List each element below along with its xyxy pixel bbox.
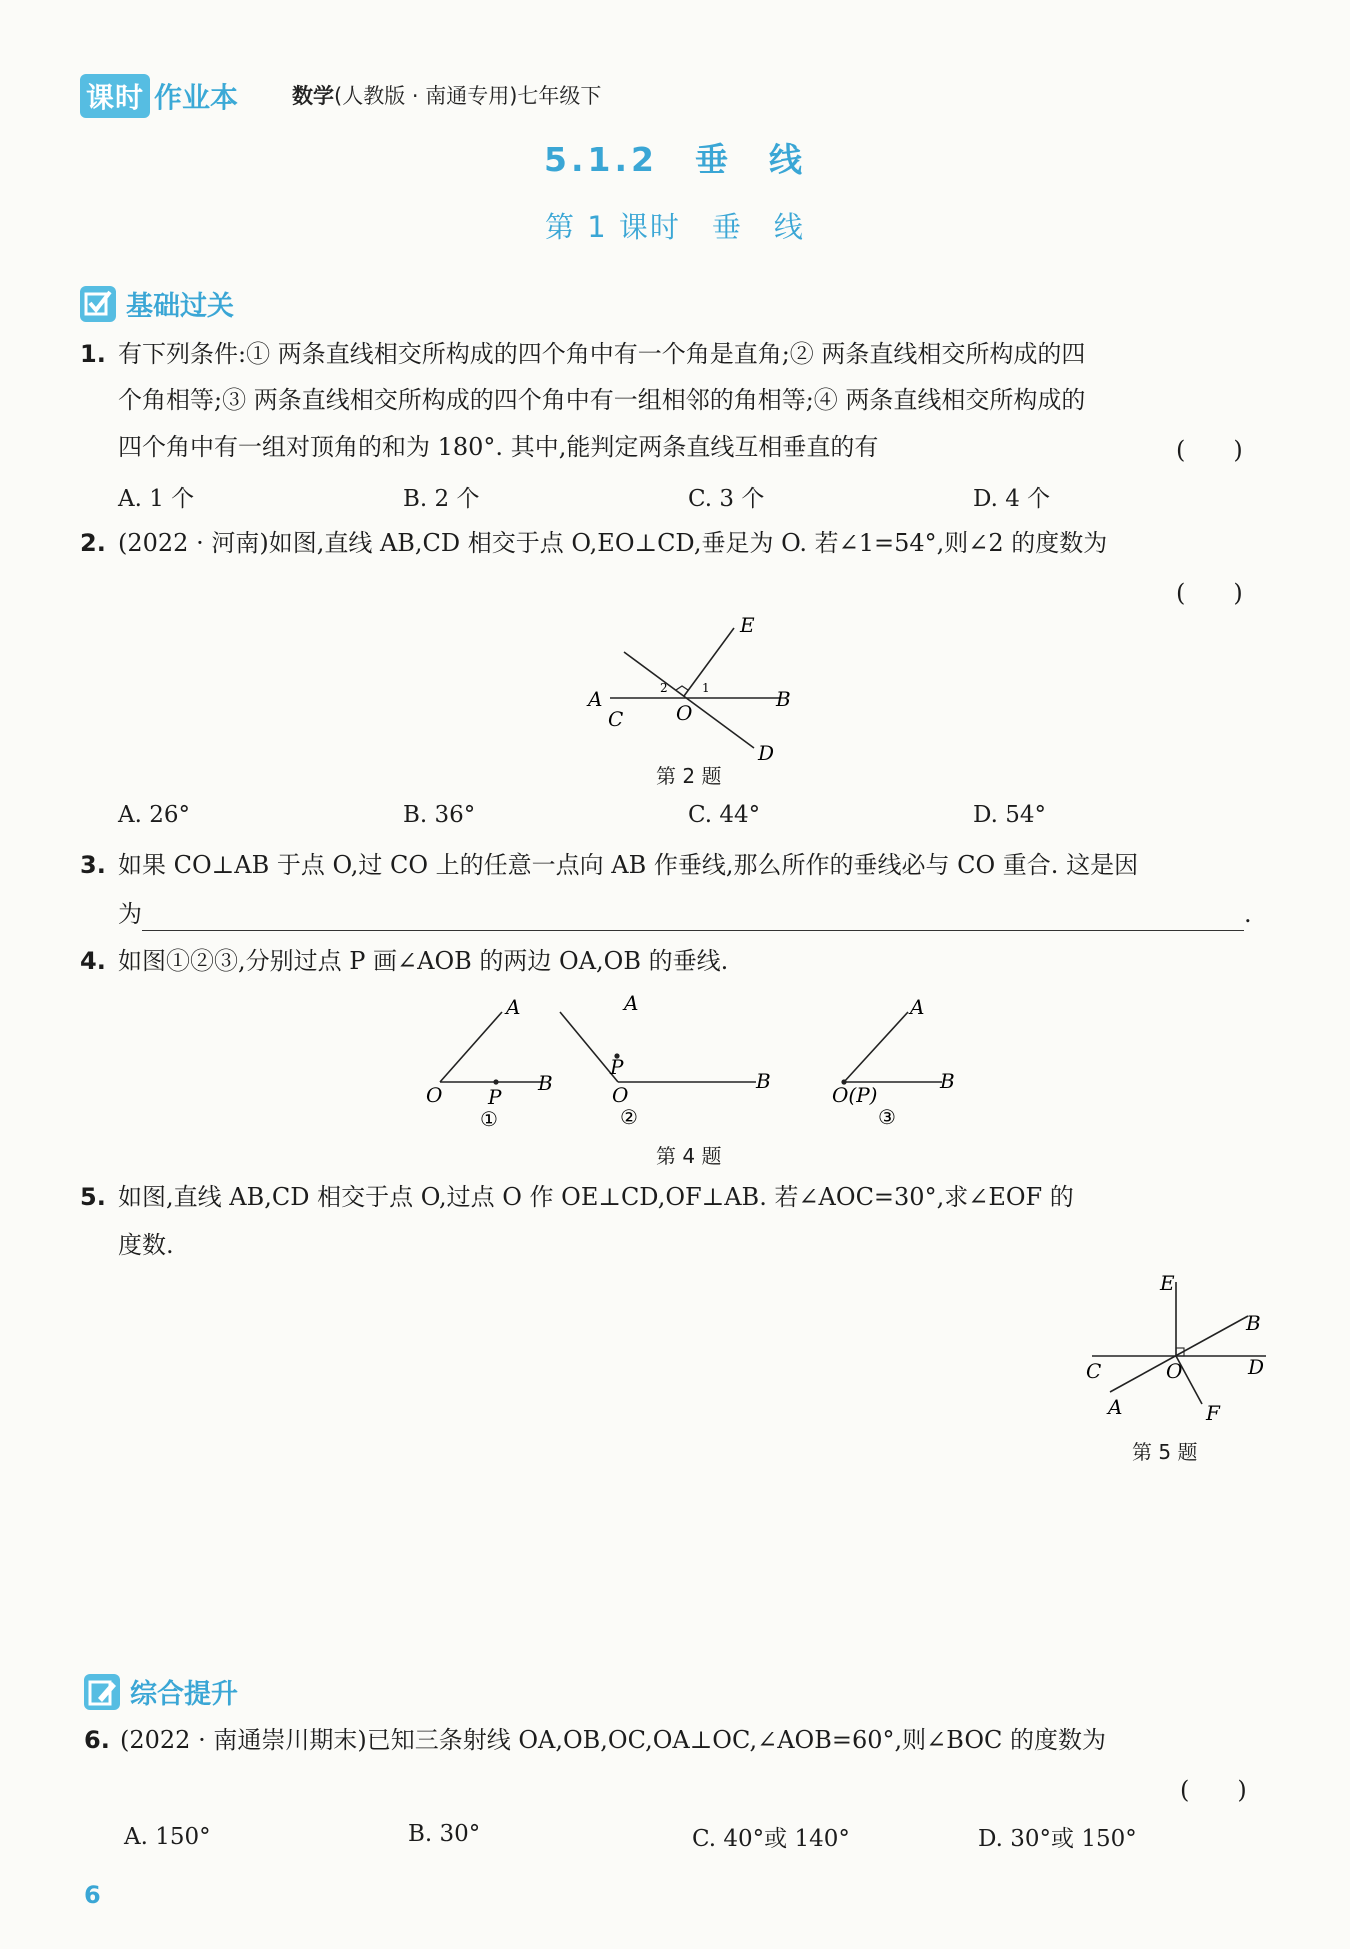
q1-line-2: 个角相等;③ 两条直线相交所构成的四个角中有一组相邻的角相等;④ 两条直线相交所构成的	[118, 386, 1086, 414]
label-f: F	[1206, 1401, 1220, 1425]
brand-text: 作业本	[154, 81, 239, 114]
q5-number: 5.	[80, 1183, 106, 1211]
q5-figure	[1080, 1268, 1280, 1428]
q6-option-a: A. 150°	[124, 1824, 211, 1850]
fig3-mark: ③	[878, 1105, 896, 1129]
q2-text: (2022 · 河南)如图,直线 AB,CD 相交于点 O,EO⊥CD,垂足为 O. 若∠1=54°,则∠2 的度数为	[118, 529, 1108, 557]
q2-option-a: A. 26°	[118, 802, 190, 828]
q5-caption: 第 5 题	[1132, 1440, 1198, 1464]
q1-option-a: A. 1 个	[118, 486, 195, 512]
q2-option-c: C. 44°	[688, 802, 761, 828]
label-e: E	[740, 613, 755, 637]
right-angle-mark	[676, 686, 688, 690]
q2-figure	[580, 610, 800, 770]
q1-option-b: B. 2 个	[403, 486, 480, 512]
fig2-label-b: B	[756, 1069, 771, 1093]
q4-number: 4.	[80, 947, 106, 975]
q4-caption: 第 4 题	[656, 1144, 722, 1168]
line-cd	[624, 652, 754, 748]
section-advanced	[84, 1672, 238, 1711]
label-o: O	[676, 701, 693, 725]
q2-answer-paren: ( )	[1176, 579, 1243, 607]
q1-line-3: 四个角中有一组对顶角的和为 180°. 其中,能判定两条直线互相垂直的有	[118, 433, 879, 461]
label-b: B	[1246, 1311, 1261, 1335]
q2-option-d: D. 54°	[973, 802, 1047, 828]
fig1-mark: ①	[480, 1107, 498, 1131]
page-title: 5.1.2 垂 线	[544, 140, 806, 179]
page-number: 6	[84, 1881, 101, 1909]
header-brand	[80, 76, 238, 116]
q6-option-d: D. 30°或 150°	[978, 1826, 1137, 1852]
label-o: O	[1166, 1359, 1183, 1383]
q3-line-1: 如果 CO⊥AB 于点 O,过 CO 上的任意一点向 AB 作垂线,那么所作的垂线必与 CO 重合. 这是因	[118, 851, 1139, 879]
section-basic-label: 基础过关	[126, 291, 234, 322]
subject: 数学	[292, 84, 334, 108]
fig3-label-op: O(P)	[832, 1083, 878, 1107]
label-angle-1: 1	[702, 681, 710, 695]
subject-line	[292, 80, 601, 110]
q6-option-c: C. 40°或 140°	[692, 1826, 850, 1852]
q1-answer-paren: ( )	[1176, 436, 1243, 464]
fig1-label-o: O	[426, 1083, 443, 1107]
pencil-icon	[84, 1674, 120, 1710]
q4-text: 如图①②③,分别过点 P 画∠AOB 的两边 OA,OB 的垂线.	[118, 947, 729, 975]
label-c: C	[1086, 1359, 1102, 1383]
q3-answer-blank[interactable]	[142, 906, 1244, 931]
q6-number: 6.	[84, 1726, 110, 1754]
q6-text: (2022 · 南通崇川期末)已知三条射线 OA,OB,OC,OA⊥OC,∠AOB=60°,则∠BOC 的度数为	[120, 1726, 1106, 1754]
q1-line-1: 有下列条件:① 两条直线相交所构成的四个角中有一个角是直角;② 两条直线相交所构成的四	[118, 340, 1086, 368]
q3-line-2: 为 .	[118, 897, 1252, 931]
label-b: B	[776, 687, 791, 711]
label-d: D	[758, 741, 775, 765]
q3-number: 3.	[80, 851, 106, 879]
fig2-label-o: O	[612, 1083, 629, 1107]
q5-line-2: 度数.	[118, 1231, 174, 1259]
label-angle-2: 2	[660, 681, 668, 695]
q2-number: 2.	[80, 529, 106, 557]
label-e: E	[1160, 1271, 1175, 1295]
label-c: C	[608, 707, 624, 731]
q6-answer-paren: ( )	[1180, 1776, 1247, 1804]
fig2-mark: ②	[620, 1105, 638, 1129]
section-basic	[80, 284, 234, 323]
fig1-label-a: A	[506, 995, 521, 1019]
fig1-label-b: B	[538, 1071, 553, 1095]
q6-option-b: B. 30°	[408, 1821, 481, 1847]
q2-caption: 第 2 题	[656, 764, 722, 788]
q4-figures	[420, 990, 980, 1140]
q5-line-1: 如图,直线 AB,CD 相交于点 O,过点 O 作 OE⊥CD,OF⊥AB. 若∠AOC=30°,求∠EOF 的	[118, 1183, 1074, 1211]
q1-option-c: C. 3 个	[688, 486, 765, 512]
q2-option-b: B. 36°	[403, 802, 476, 828]
fig1-label-p: P	[488, 1085, 502, 1109]
q1-number: 1.	[80, 340, 106, 368]
label-a: A	[588, 687, 603, 711]
label-d: D	[1248, 1355, 1265, 1379]
checkbox-icon	[80, 286, 116, 322]
fig2-label-a: A	[624, 991, 639, 1015]
section-advanced-label: 综合提升	[130, 1679, 238, 1710]
page-subtitle: 第 1 课时 垂 线	[545, 210, 805, 244]
fig3-label-b: B	[940, 1069, 955, 1093]
label-a: A	[1108, 1395, 1123, 1419]
q1-option-d: D. 4 个	[973, 486, 1051, 512]
edition: (人教版 · 南通专用)七年级下	[334, 84, 602, 108]
brand-box: 课时	[80, 74, 150, 118]
fig3-label-a: A	[910, 995, 925, 1019]
fig2-label-p: P	[610, 1055, 624, 1079]
